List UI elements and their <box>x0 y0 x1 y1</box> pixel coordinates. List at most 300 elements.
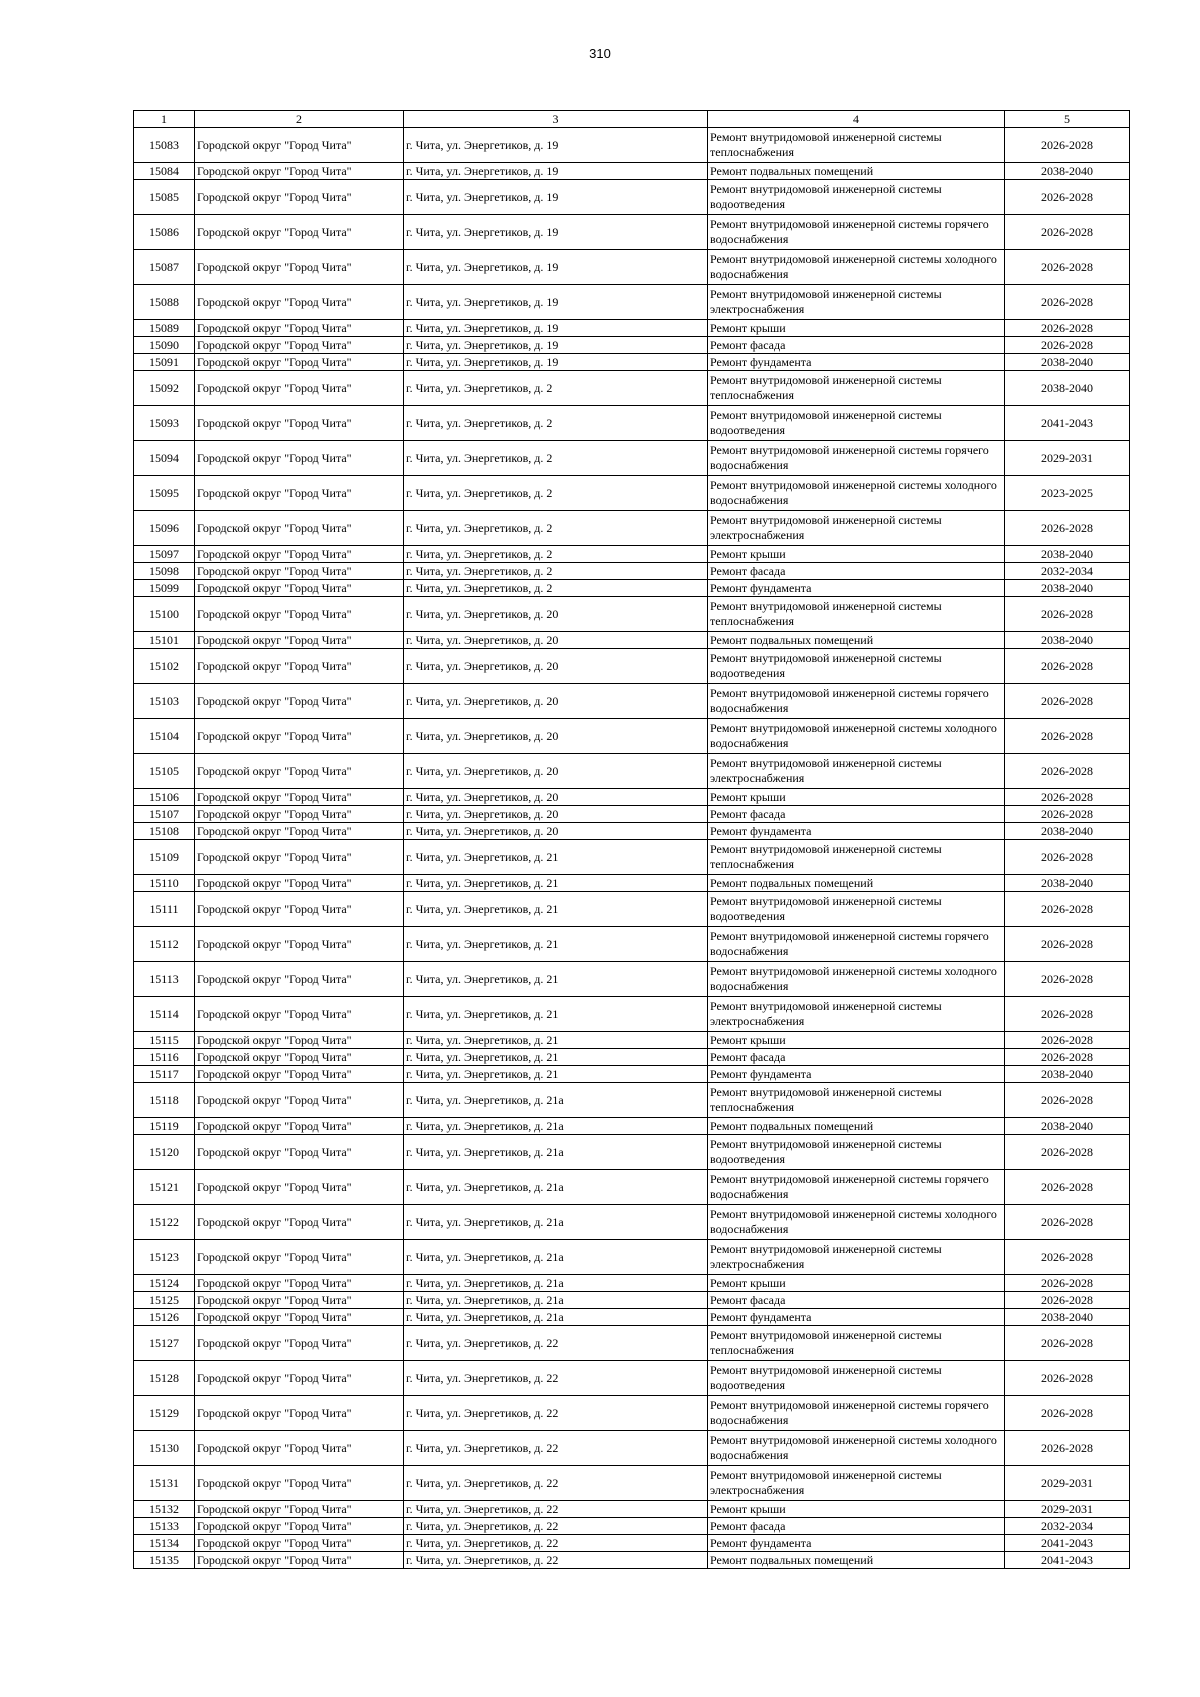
row-number-cell: 15131 <box>134 1466 195 1501</box>
row-number-cell: 15113 <box>134 962 195 997</box>
municipality-cell: Городской округ "Город Чита" <box>195 1205 404 1240</box>
address-cell: г. Чита, ул. Энергетиков, д. 21а <box>404 1170 708 1205</box>
table-row <box>134 1205 1130 1240</box>
work-type-cell: Ремонт крыши <box>708 789 1005 806</box>
table-row <box>134 511 1130 546</box>
work-type-cell: Ремонт внутридомовой инженерной системы холодного водоснабжения <box>708 1431 1005 1466</box>
period-cell: 2026-2028 <box>1005 337 1130 354</box>
address-cell: г. Чита, ул. Энергетиков, д. 20 <box>404 719 708 754</box>
work-type-cell: Ремонт подвальных помещений <box>708 1118 1005 1135</box>
row-number-cell: 15133 <box>134 1518 195 1535</box>
work-type-cell: Ремонт внутридомовой инженерной системы теплоснабжения <box>708 1326 1005 1361</box>
address-cell: г. Чита, ул. Энергетиков, д. 2 <box>404 546 708 563</box>
row-number-cell: 15125 <box>134 1292 195 1309</box>
table-row <box>134 927 1130 962</box>
row-number-cell: 15090 <box>134 337 195 354</box>
municipality-cell: Городской округ "Город Чита" <box>195 546 404 563</box>
table-row <box>134 163 1130 180</box>
row-number-cell: 15130 <box>134 1431 195 1466</box>
table-row <box>134 1170 1130 1205</box>
period-cell: 2026-2028 <box>1005 215 1130 250</box>
table-row <box>134 406 1130 441</box>
municipality-cell: Городской округ "Город Чита" <box>195 1501 404 1518</box>
work-type-cell: Ремонт внутридомовой инженерной системы электроснабжения <box>708 511 1005 546</box>
table-row <box>134 1326 1130 1361</box>
municipality-cell: Городской округ "Город Чита" <box>195 997 404 1032</box>
municipality-cell: Городской округ "Город Чита" <box>195 511 404 546</box>
repair-schedule-table <box>133 110 1130 1569</box>
address-cell: г. Чита, ул. Энергетиков, д. 22 <box>404 1396 708 1431</box>
table-row <box>134 180 1130 215</box>
period-cell: 2038-2040 <box>1005 580 1130 597</box>
municipality-cell: Городской округ "Город Чита" <box>195 962 404 997</box>
municipality-cell: Городской округ "Город Чита" <box>195 1431 404 1466</box>
municipality-cell: Городской округ "Город Чита" <box>195 632 404 649</box>
row-number-cell: 15102 <box>134 649 195 684</box>
work-type-cell: Ремонт фундамента <box>708 1066 1005 1083</box>
period-cell: 2038-2040 <box>1005 1309 1130 1326</box>
period-cell: 2026-2028 <box>1005 927 1130 962</box>
municipality-cell: Городской округ "Город Чита" <box>195 476 404 511</box>
municipality-cell: Городской округ "Город Чита" <box>195 754 404 789</box>
table-row <box>134 215 1130 250</box>
period-cell: 2041-2043 <box>1005 1552 1130 1569</box>
municipality-cell: Городской округ "Город Чита" <box>195 1118 404 1135</box>
municipality-cell: Городской округ "Город Чита" <box>195 1170 404 1205</box>
work-type-cell: Ремонт внутридомовой инженерной системы теплоснабжения <box>708 128 1005 163</box>
address-cell: г. Чита, ул. Энергетиков, д. 21а <box>404 1083 708 1118</box>
period-cell: 2026-2028 <box>1005 719 1130 754</box>
municipality-cell: Городской округ "Город Чита" <box>195 337 404 354</box>
municipality-cell: Городской округ "Город Чита" <box>195 320 404 337</box>
table-row <box>134 546 1130 563</box>
work-type-cell: Ремонт внутридомовой инженерной системы горячего водоснабжения <box>708 1396 1005 1431</box>
row-number-cell: 15105 <box>134 754 195 789</box>
municipality-cell: Городской округ "Город Чита" <box>195 1309 404 1326</box>
address-cell: г. Чита, ул. Энергетиков, д. 21а <box>404 1292 708 1309</box>
period-cell: 2026-2028 <box>1005 320 1130 337</box>
row-number-cell: 15094 <box>134 441 195 476</box>
municipality-cell: Городской округ "Город Чита" <box>195 180 404 215</box>
period-cell: 2026-2028 <box>1005 1083 1130 1118</box>
work-type-cell: Ремонт подвальных помещений <box>708 163 1005 180</box>
row-number-cell: 15085 <box>134 180 195 215</box>
address-cell: г. Чита, ул. Энергетиков, д. 19 <box>404 354 708 371</box>
period-cell: 2026-2028 <box>1005 1431 1130 1466</box>
address-cell: г. Чита, ул. Энергетиков, д. 19 <box>404 180 708 215</box>
table-row <box>134 962 1130 997</box>
table-row <box>134 1466 1130 1501</box>
period-cell: 2026-2028 <box>1005 1292 1130 1309</box>
row-number-cell: 15093 <box>134 406 195 441</box>
row-number-cell: 15135 <box>134 1552 195 1569</box>
address-cell: г. Чита, ул. Энергетиков, д. 20 <box>404 754 708 789</box>
period-cell: 2026-2028 <box>1005 840 1130 875</box>
row-number-cell: 15134 <box>134 1535 195 1552</box>
municipality-cell: Городской округ "Город Чита" <box>195 927 404 962</box>
municipality-cell: Городской округ "Город Чита" <box>195 128 404 163</box>
row-number-cell: 15122 <box>134 1205 195 1240</box>
row-number-cell: 15098 <box>134 563 195 580</box>
row-number-cell: 15097 <box>134 546 195 563</box>
period-cell: 2026-2028 <box>1005 1361 1130 1396</box>
period-cell: 2026-2028 <box>1005 1326 1130 1361</box>
address-cell: г. Чита, ул. Энергетиков, д. 19 <box>404 337 708 354</box>
column-header-work-type: 4 <box>708 111 1005 128</box>
work-type-cell: Ремонт внутридомовой инженерной системы теплоснабжения <box>708 840 1005 875</box>
table-row <box>134 1518 1130 1535</box>
address-cell: г. Чита, ул. Энергетиков, д. 20 <box>404 789 708 806</box>
table-row <box>134 684 1130 719</box>
row-number-cell: 15132 <box>134 1501 195 1518</box>
period-cell: 2026-2028 <box>1005 997 1130 1032</box>
work-type-cell: Ремонт фундамента <box>708 1309 1005 1326</box>
municipality-cell: Городской округ "Город Чита" <box>195 1240 404 1275</box>
address-cell: г. Чита, ул. Энергетиков, д. 20 <box>404 823 708 840</box>
municipality-cell: Городской округ "Город Чита" <box>195 250 404 285</box>
row-number-cell: 15123 <box>134 1240 195 1275</box>
period-cell: 2026-2028 <box>1005 806 1130 823</box>
work-type-cell: Ремонт внутридомовой инженерной системы горячего водоснабжения <box>708 1170 1005 1205</box>
municipality-cell: Городской округ "Город Чита" <box>195 1552 404 1569</box>
work-type-cell: Ремонт внутридомовой инженерной системы горячего водоснабжения <box>708 215 1005 250</box>
period-cell: 2026-2028 <box>1005 1135 1130 1170</box>
address-cell: г. Чита, ул. Энергетиков, д. 2 <box>404 371 708 406</box>
table-row <box>134 632 1130 649</box>
row-number-cell: 15091 <box>134 354 195 371</box>
address-cell: г. Чита, ул. Энергетиков, д. 19 <box>404 128 708 163</box>
municipality-cell: Городской округ "Город Чита" <box>195 649 404 684</box>
work-type-cell: Ремонт подвальных помещений <box>708 875 1005 892</box>
work-type-cell: Ремонт фасада <box>708 806 1005 823</box>
table-row <box>134 320 1130 337</box>
address-cell: г. Чита, ул. Энергетиков, д. 19 <box>404 320 708 337</box>
work-type-cell: Ремонт фундамента <box>708 580 1005 597</box>
work-type-cell: Ремонт крыши <box>708 320 1005 337</box>
period-cell: 2026-2028 <box>1005 1240 1130 1275</box>
work-type-cell: Ремонт внутридомовой инженерной системы электроснабжения <box>708 1466 1005 1501</box>
address-cell: г. Чита, ул. Энергетиков, д. 20 <box>404 649 708 684</box>
row-number-cell: 15101 <box>134 632 195 649</box>
table-row <box>134 1135 1130 1170</box>
municipality-cell: Городской округ "Город Чита" <box>195 1535 404 1552</box>
municipality-cell: Городской округ "Город Чита" <box>195 840 404 875</box>
table-row <box>134 1049 1130 1066</box>
period-cell: 2026-2028 <box>1005 250 1130 285</box>
period-cell: 2026-2028 <box>1005 1396 1130 1431</box>
address-cell: г. Чита, ул. Энергетиков, д. 22 <box>404 1552 708 1569</box>
work-type-cell: Ремонт внутридомовой инженерной системы холодного водоснабжения <box>708 962 1005 997</box>
municipality-cell: Городской округ "Город Чита" <box>195 1518 404 1535</box>
row-number-cell: 15117 <box>134 1066 195 1083</box>
period-cell: 2041-2043 <box>1005 1535 1130 1552</box>
address-cell: г. Чита, ул. Энергетиков, д. 21а <box>404 1275 708 1292</box>
period-cell: 2026-2028 <box>1005 1205 1130 1240</box>
row-number-cell: 15087 <box>134 250 195 285</box>
municipality-cell: Городской округ "Город Чита" <box>195 875 404 892</box>
period-cell: 2026-2028 <box>1005 285 1130 320</box>
period-cell: 2038-2040 <box>1005 371 1130 406</box>
table-row <box>134 997 1130 1032</box>
address-cell: г. Чита, ул. Энергетиков, д. 2 <box>404 441 708 476</box>
address-cell: г. Чита, ул. Энергетиков, д. 21 <box>404 927 708 962</box>
work-type-cell: Ремонт фундамента <box>708 1535 1005 1552</box>
row-number-cell: 15116 <box>134 1049 195 1066</box>
work-type-cell: Ремонт внутридомовой инженерной системы теплоснабжения <box>708 1083 1005 1118</box>
table-row <box>134 875 1130 892</box>
table-row <box>134 371 1130 406</box>
address-cell: г. Чита, ул. Энергетиков, д. 2 <box>404 511 708 546</box>
period-cell: 2023-2025 <box>1005 476 1130 511</box>
municipality-cell: Городской округ "Город Чита" <box>195 719 404 754</box>
row-number-cell: 15115 <box>134 1032 195 1049</box>
table-row <box>134 1552 1130 1569</box>
municipality-cell: Городской округ "Город Чита" <box>195 1066 404 1083</box>
row-number-cell: 15106 <box>134 789 195 806</box>
address-cell: г. Чита, ул. Энергетиков, д. 21 <box>404 875 708 892</box>
period-cell: 2041-2043 <box>1005 406 1130 441</box>
period-cell: 2038-2040 <box>1005 1118 1130 1135</box>
row-number-cell: 15108 <box>134 823 195 840</box>
table-row <box>134 1292 1130 1309</box>
address-cell: г. Чита, ул. Энергетиков, д. 19 <box>404 215 708 250</box>
municipality-cell: Городской округ "Город Чита" <box>195 563 404 580</box>
period-cell: 2026-2028 <box>1005 789 1130 806</box>
period-cell: 2026-2028 <box>1005 754 1130 789</box>
address-cell: г. Чита, ул. Энергетиков, д. 2 <box>404 406 708 441</box>
row-number-cell: 15086 <box>134 215 195 250</box>
table-row <box>134 719 1130 754</box>
table-row <box>134 1309 1130 1326</box>
municipality-cell: Городской округ "Город Чита" <box>195 1361 404 1396</box>
municipality-cell: Городской округ "Город Чита" <box>195 823 404 840</box>
municipality-cell: Городской округ "Город Чита" <box>195 684 404 719</box>
municipality-cell: Городской округ "Город Чита" <box>195 892 404 927</box>
address-cell: г. Чита, ул. Энергетиков, д. 20 <box>404 597 708 632</box>
table-row <box>134 649 1130 684</box>
table-row <box>134 250 1130 285</box>
address-cell: г. Чита, ул. Энергетиков, д. 21а <box>404 1240 708 1275</box>
row-number-cell: 15124 <box>134 1275 195 1292</box>
period-cell: 2026-2028 <box>1005 511 1130 546</box>
municipality-cell: Городской округ "Город Чита" <box>195 806 404 823</box>
work-type-cell: Ремонт внутридомовой инженерной системы водоотведения <box>708 1135 1005 1170</box>
work-type-cell: Ремонт внутридомовой инженерной системы горячего водоснабжения <box>708 441 1005 476</box>
row-number-cell: 15104 <box>134 719 195 754</box>
municipality-cell: Городской округ "Город Чита" <box>195 163 404 180</box>
address-cell: г. Чита, ул. Энергетиков, д. 22 <box>404 1535 708 1552</box>
table-row <box>134 1431 1130 1466</box>
work-type-cell: Ремонт внутридомовой инженерной системы водоотведения <box>708 649 1005 684</box>
period-cell: 2026-2028 <box>1005 1170 1130 1205</box>
work-type-cell: Ремонт внутридомовой инженерной системы электроснабжения <box>708 754 1005 789</box>
municipality-cell: Городской округ "Город Чита" <box>195 580 404 597</box>
period-cell: 2038-2040 <box>1005 875 1130 892</box>
work-type-cell: Ремонт внутридомовой инженерной системы холодного водоснабжения <box>708 1205 1005 1240</box>
municipality-cell: Городской округ "Город Чита" <box>195 1135 404 1170</box>
address-cell: г. Чита, ул. Энергетиков, д. 21а <box>404 1118 708 1135</box>
table-row <box>134 1083 1130 1118</box>
period-cell: 2026-2028 <box>1005 1275 1130 1292</box>
period-cell: 2026-2028 <box>1005 962 1130 997</box>
address-cell: г. Чита, ул. Энергетиков, д. 21 <box>404 1049 708 1066</box>
row-number-cell: 15088 <box>134 285 195 320</box>
header-row <box>134 111 1130 128</box>
work-type-cell: Ремонт внутридомовой инженерной системы электроснабжения <box>708 1240 1005 1275</box>
table-row <box>134 1240 1130 1275</box>
period-cell: 2038-2040 <box>1005 632 1130 649</box>
work-type-cell: Ремонт внутридомовой инженерной системы водоотведения <box>708 892 1005 927</box>
municipality-cell: Городской округ "Город Чита" <box>195 789 404 806</box>
address-cell: г. Чита, ул. Энергетиков, д. 21 <box>404 892 708 927</box>
address-cell: г. Чита, ул. Энергетиков, д. 22 <box>404 1466 708 1501</box>
row-number-cell: 15129 <box>134 1396 195 1431</box>
row-number-cell: 15096 <box>134 511 195 546</box>
address-cell: г. Чита, ул. Энергетиков, д. 22 <box>404 1431 708 1466</box>
table-row <box>134 1032 1130 1049</box>
row-number-cell: 15128 <box>134 1361 195 1396</box>
period-cell: 2038-2040 <box>1005 1066 1130 1083</box>
work-type-cell: Ремонт внутридомовой инженерной системы электроснабжения <box>708 997 1005 1032</box>
work-type-cell: Ремонт внутридомовой инженерной системы холодного водоснабжения <box>708 719 1005 754</box>
address-cell: г. Чита, ул. Энергетиков, д. 21а <box>404 1135 708 1170</box>
work-type-cell: Ремонт фасада <box>708 337 1005 354</box>
work-type-cell: Ремонт крыши <box>708 546 1005 563</box>
table-row <box>134 806 1130 823</box>
work-type-cell: Ремонт фасада <box>708 1518 1005 1535</box>
work-type-cell: Ремонт фундамента <box>708 823 1005 840</box>
table-row <box>134 1501 1130 1518</box>
municipality-cell: Городской округ "Город Чита" <box>195 1326 404 1361</box>
address-cell: г. Чита, ул. Энергетиков, д. 19 <box>404 250 708 285</box>
work-type-cell: Ремонт внутридомовой инженерной системы холодного водоснабжения <box>708 250 1005 285</box>
table-row <box>134 563 1130 580</box>
municipality-cell: Городской округ "Город Чита" <box>195 1049 404 1066</box>
table-row <box>134 476 1130 511</box>
address-cell: г. Чита, ул. Энергетиков, д. 22 <box>404 1326 708 1361</box>
row-number-cell: 15107 <box>134 806 195 823</box>
table-row <box>134 337 1130 354</box>
column-header-period: 5 <box>1005 111 1130 128</box>
municipality-cell: Городской округ "Город Чита" <box>195 1275 404 1292</box>
row-number-cell: 15114 <box>134 997 195 1032</box>
work-type-cell: Ремонт фасада <box>708 1049 1005 1066</box>
table-row <box>134 840 1130 875</box>
row-number-cell: 15095 <box>134 476 195 511</box>
column-header-number: 1 <box>134 111 195 128</box>
row-number-cell: 15126 <box>134 1309 195 1326</box>
address-cell: г. Чита, ул. Энергетиков, д. 20 <box>404 684 708 719</box>
address-cell: г. Чита, ул. Энергетиков, д. 21а <box>404 1309 708 1326</box>
period-cell: 2038-2040 <box>1005 823 1130 840</box>
work-type-cell: Ремонт крыши <box>708 1032 1005 1049</box>
row-number-cell: 15119 <box>134 1118 195 1135</box>
work-type-cell: Ремонт фасада <box>708 563 1005 580</box>
row-number-cell: 15100 <box>134 597 195 632</box>
column-header-address: 3 <box>404 111 708 128</box>
row-number-cell: 15084 <box>134 163 195 180</box>
work-type-cell: Ремонт внутридомовой инженерной системы электроснабжения <box>708 285 1005 320</box>
municipality-cell: Городской округ "Город Чита" <box>195 1083 404 1118</box>
row-number-cell: 15103 <box>134 684 195 719</box>
address-cell: г. Чита, ул. Энергетиков, д. 21 <box>404 840 708 875</box>
row-number-cell: 15099 <box>134 580 195 597</box>
row-number-cell: 15089 <box>134 320 195 337</box>
address-cell: г. Чита, ул. Энергетиков, д. 21 <box>404 1032 708 1049</box>
address-cell: г. Чита, ул. Энергетиков, д. 20 <box>404 632 708 649</box>
period-cell: 2038-2040 <box>1005 546 1130 563</box>
table-row <box>134 1361 1130 1396</box>
table-row <box>134 597 1130 632</box>
table-row <box>134 789 1130 806</box>
work-type-cell: Ремонт подвальных помещений <box>708 1552 1005 1569</box>
work-type-cell: Ремонт крыши <box>708 1501 1005 1518</box>
address-cell: г. Чита, ул. Энергетиков, д. 21 <box>404 1066 708 1083</box>
address-cell: г. Чита, ул. Энергетиков, д. 2 <box>404 563 708 580</box>
municipality-cell: Городской округ "Город Чита" <box>195 285 404 320</box>
address-cell: г. Чита, ул. Энергетиков, д. 2 <box>404 580 708 597</box>
period-cell: 2032-2034 <box>1005 563 1130 580</box>
period-cell: 2026-2028 <box>1005 892 1130 927</box>
row-number-cell: 15112 <box>134 927 195 962</box>
municipality-cell: Городской округ "Город Чита" <box>195 371 404 406</box>
period-cell: 2029-2031 <box>1005 441 1130 476</box>
row-number-cell: 15092 <box>134 371 195 406</box>
work-type-cell: Ремонт внутридомовой инженерной системы холодного водоснабжения <box>708 476 1005 511</box>
column-header-municipality: 2 <box>195 111 404 128</box>
table-row <box>134 354 1130 371</box>
address-cell: г. Чита, ул. Энергетиков, д. 19 <box>404 285 708 320</box>
period-cell: 2038-2040 <box>1005 163 1130 180</box>
table-row <box>134 441 1130 476</box>
municipality-cell: Городской округ "Город Чита" <box>195 1292 404 1309</box>
work-type-cell: Ремонт внутридомовой инженерной системы горячего водоснабжения <box>708 684 1005 719</box>
address-cell: г. Чита, ул. Энергетиков, д. 22 <box>404 1501 708 1518</box>
period-cell: 2029-2031 <box>1005 1466 1130 1501</box>
period-cell: 2029-2031 <box>1005 1501 1130 1518</box>
table-row <box>134 823 1130 840</box>
table-row <box>134 754 1130 789</box>
municipality-cell: Городской округ "Город Чита" <box>195 354 404 371</box>
row-number-cell: 15110 <box>134 875 195 892</box>
table-row <box>134 1275 1130 1292</box>
row-number-cell: 15109 <box>134 840 195 875</box>
table-row <box>134 285 1130 320</box>
period-cell: 2026-2028 <box>1005 180 1130 215</box>
period-cell: 2026-2028 <box>1005 684 1130 719</box>
work-type-cell: Ремонт внутридомовой инженерной системы водоотведения <box>708 1361 1005 1396</box>
work-type-cell: Ремонт фасада <box>708 1292 1005 1309</box>
municipality-cell: Городской округ "Город Чита" <box>195 597 404 632</box>
work-type-cell: Ремонт внутридомовой инженерной системы горячего водоснабжения <box>708 927 1005 962</box>
period-cell: 2026-2028 <box>1005 1049 1130 1066</box>
period-cell: 2026-2028 <box>1005 128 1130 163</box>
address-cell: г. Чита, ул. Энергетиков, д. 22 <box>404 1361 708 1396</box>
municipality-cell: Городской округ "Город Чита" <box>195 406 404 441</box>
address-cell: г. Чита, ул. Энергетиков, д. 21а <box>404 1205 708 1240</box>
municipality-cell: Городской округ "Город Чита" <box>195 215 404 250</box>
address-cell: г. Чита, ул. Энергетиков, д. 21 <box>404 997 708 1032</box>
work-type-cell: Ремонт внутридомовой инженерной системы теплоснабжения <box>708 597 1005 632</box>
period-cell: 2026-2028 <box>1005 597 1130 632</box>
table-row <box>134 1535 1130 1552</box>
row-number-cell: 15127 <box>134 1326 195 1361</box>
row-number-cell: 15121 <box>134 1170 195 1205</box>
work-type-cell: Ремонт внутридомовой инженерной системы водоотведения <box>708 406 1005 441</box>
work-type-cell: Ремонт фундамента <box>708 354 1005 371</box>
row-number-cell: 15083 <box>134 128 195 163</box>
row-number-cell: 15111 <box>134 892 195 927</box>
